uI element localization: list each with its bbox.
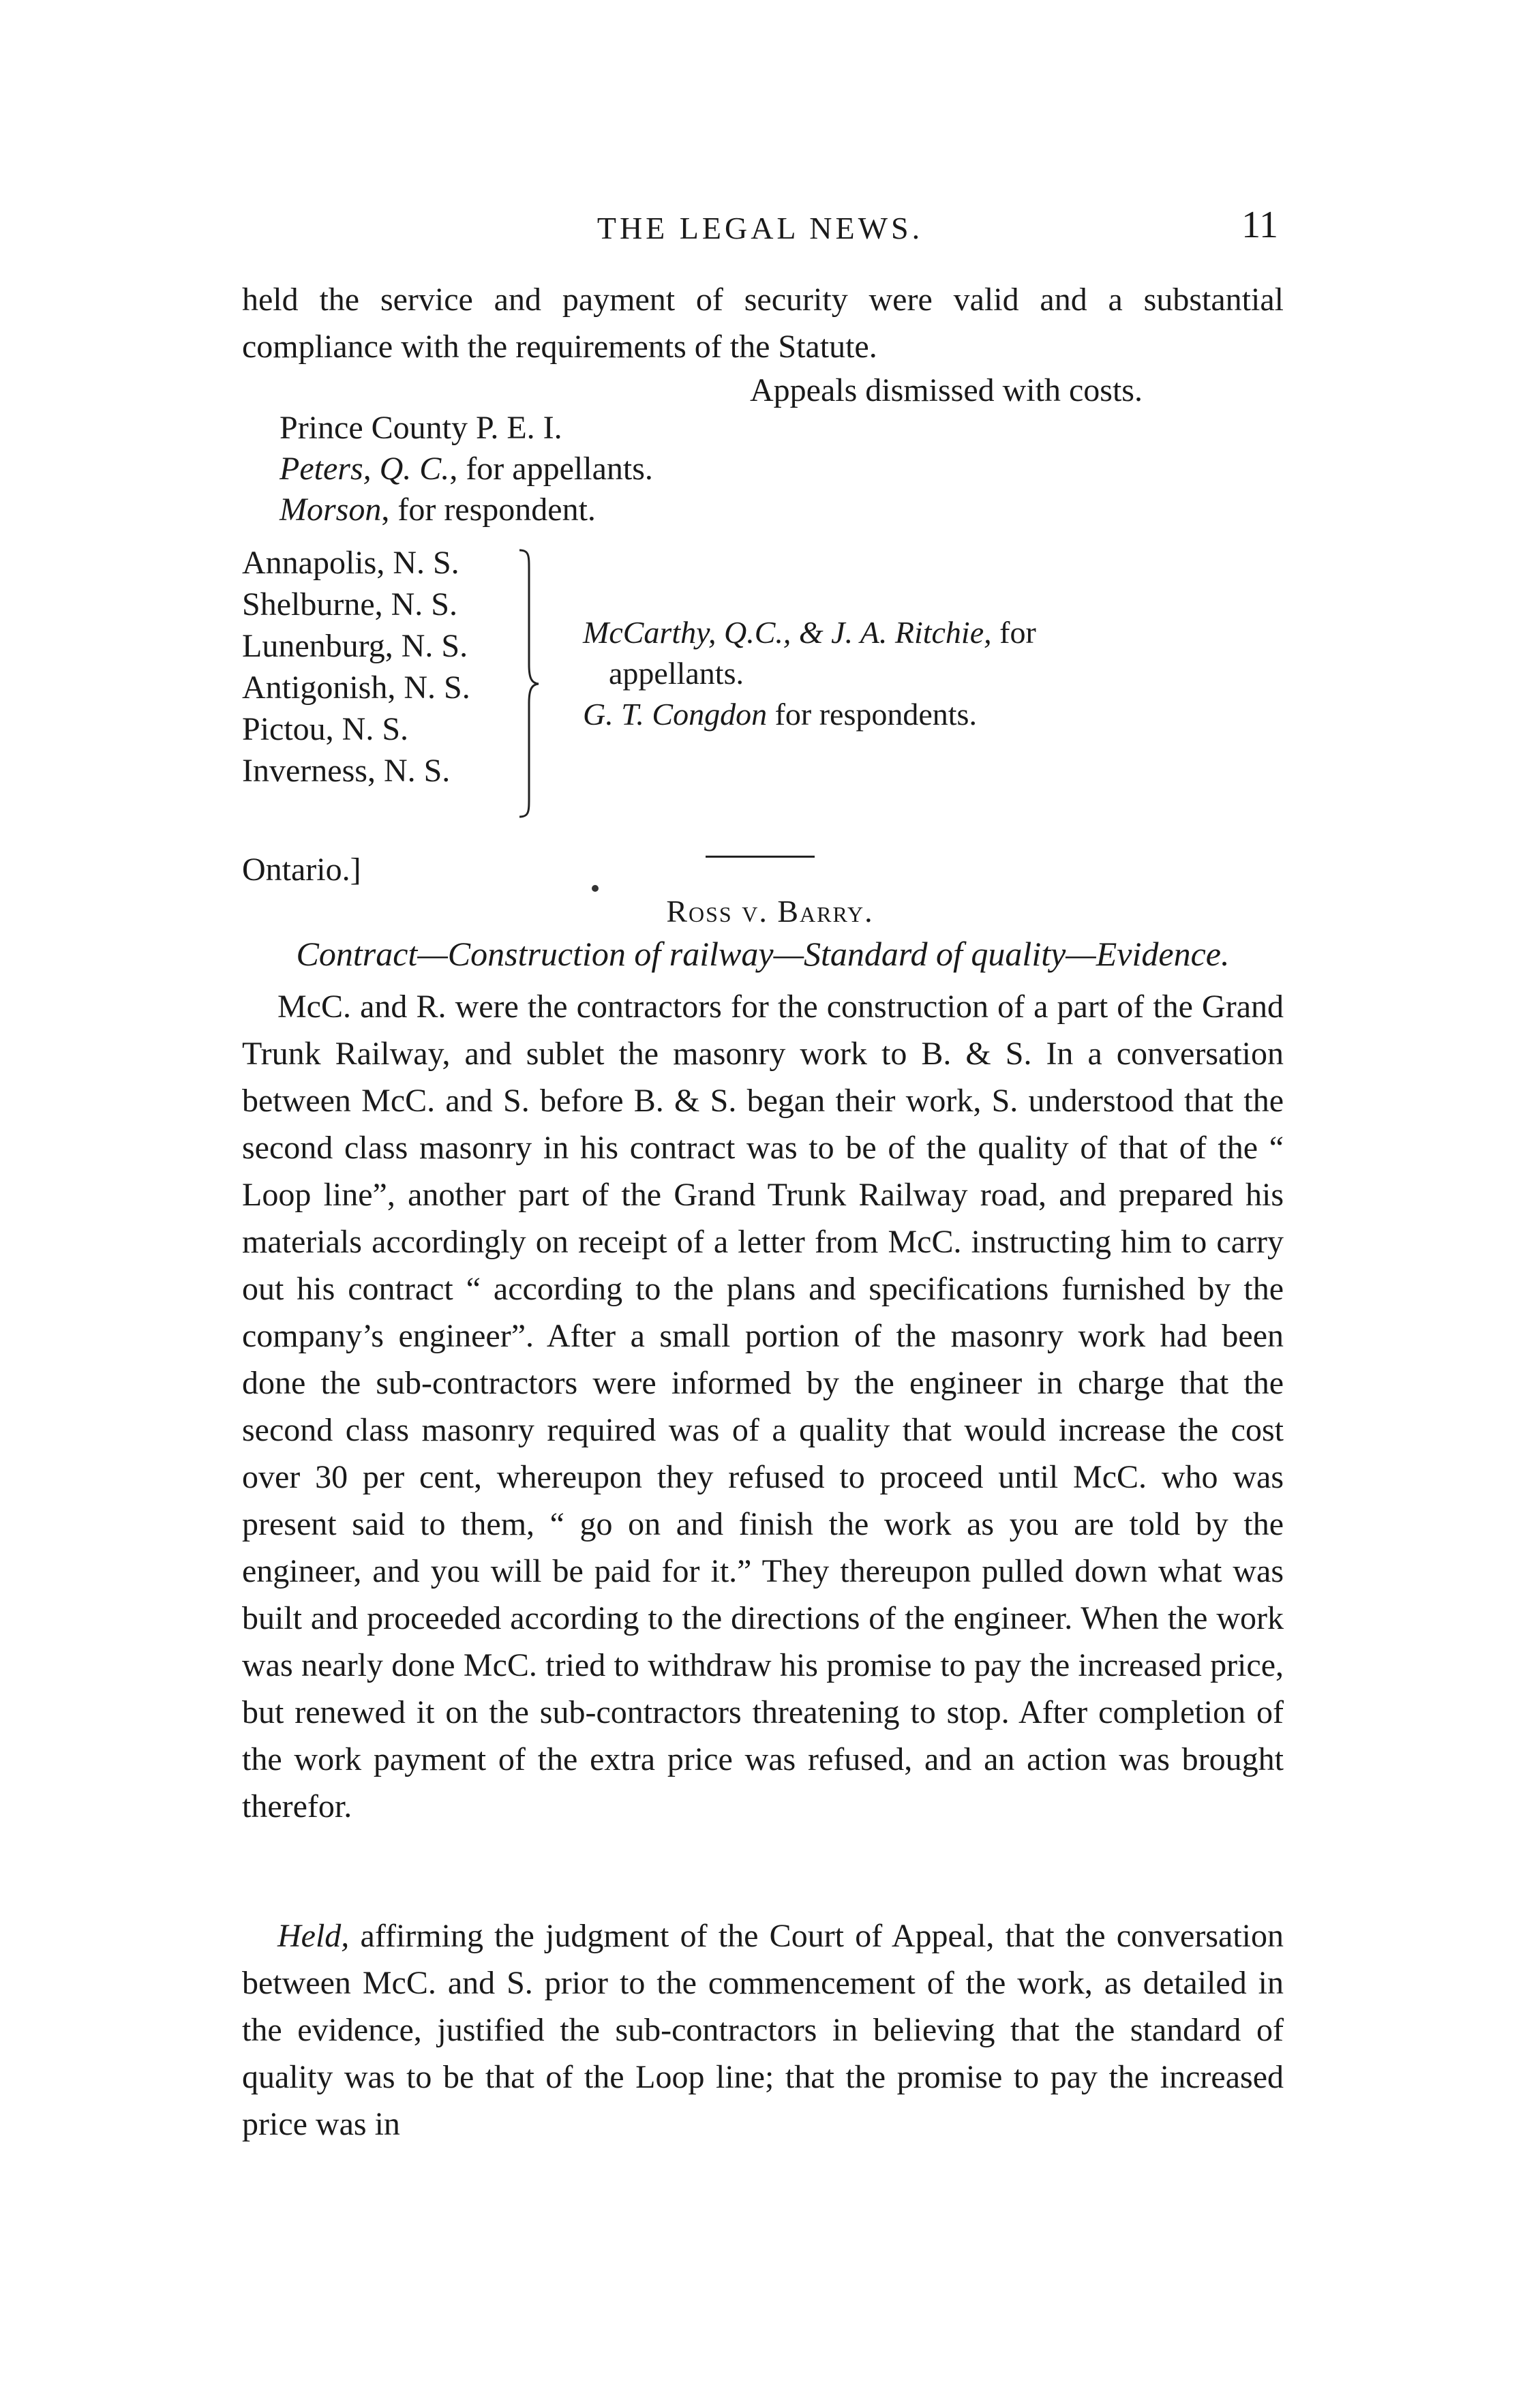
held-paragraph [242,1912,1284,2148]
appellant-counsel-line [583,612,1196,653]
prince-appellant-counsel [280,450,653,487]
prince-respondent-counsel [280,491,596,528]
county-list [242,542,556,792]
county-item: Antigonish, N. S. [242,670,470,706]
county-item: Shelburne, N. S. [242,586,457,622]
county-counsel [583,612,1196,735]
facts-paragraph: McC. and R. were the contractors for the construction of a part of the Grand Trunk Railway, and sublet the masonry work to B. & S. In a conversation between McC. and S. before B. & S. began their work, S. understood that the second class masonry in his contract was to be of the quality of that of the “ Loop line”, another part of the Grand Trunk Railway road, and prepared his materials accordingly on receipt of a letter from McC. instructing him to carry out his contract “ according to the plans and specifications furnished by the company’s engineer”. After a small portion of the masonry work had been done the sub-contractors were informed by the engineer in charge that the second class masonry required was of a quality that would increase the cost over 30 per cent, whereupon they refused to proceed until McC. who was present said to them, “ go on and finish the work as you are told by the engineer, and you will be paid for it.” They thereupon pulled down what was built and proceeded according to the directions of the engineer. When the work was nearly done McC. tried to withdraw his promise to pay the increased price, but renewed it on the sub-contractors threatening to stop. After completion of the work payment of the extra price was refused, and an action was brought therefor. [242,989,1284,1824]
curly-brace [517,549,540,818]
counsel-name: Morson [280,492,382,528]
counsel-for: for [991,615,1036,650]
county-item: Inverness, N. S. [242,753,451,789]
county-item: Pictou, N. S. [242,711,409,747]
appellants-word: appellants. [609,656,744,691]
headnote: Contract—Construction of railway—Standard of quality—Evidence. [296,935,1230,973]
running-header [242,203,1278,251]
counsel-role: , for appellants. [449,451,653,487]
held-label: Held, [277,1918,350,1954]
county-item: Lunenburg, N. S. [242,628,468,664]
counsel-role: , for respondent. [381,492,596,528]
case-title: Ross v. Barry. [666,894,874,929]
county-item: Annapolis, N. S. [242,545,459,581]
section-divider [706,856,815,858]
counsel-name: G. T. Congdon [583,697,768,732]
prince-county-place: Prince County P. E. I. [280,410,562,446]
journal-title: THE LEGAL NEWS. [597,211,924,245]
opening-paragraph: held the service and payment of security were valid and a substantial compliance with the requirements of the Statute. [242,282,1284,365]
counsel-name: Peters, Q. C. [280,451,450,487]
disposition: Appeals dismissed with costs. [750,372,1143,408]
province-label: Ontario.] [242,852,361,888]
page-number: 11 [1241,204,1278,246]
print-speck [592,885,599,892]
held-text: affirming the judgment of the Court of Appeal, that the conversation between McC. and S. prior to the commencement of the work, as detailed in the evidence, justified the sub-contractors in believing that the standard of quality was to be that of the Loop line; that the promise to pay the increased price was in [242,1918,1284,2142]
counsel-role: for respondents. [767,697,977,732]
respondent-counsel-line [583,694,1196,735]
counsel-names: McCarthy, Q.C., & J. A. Ritchie, [583,615,992,650]
